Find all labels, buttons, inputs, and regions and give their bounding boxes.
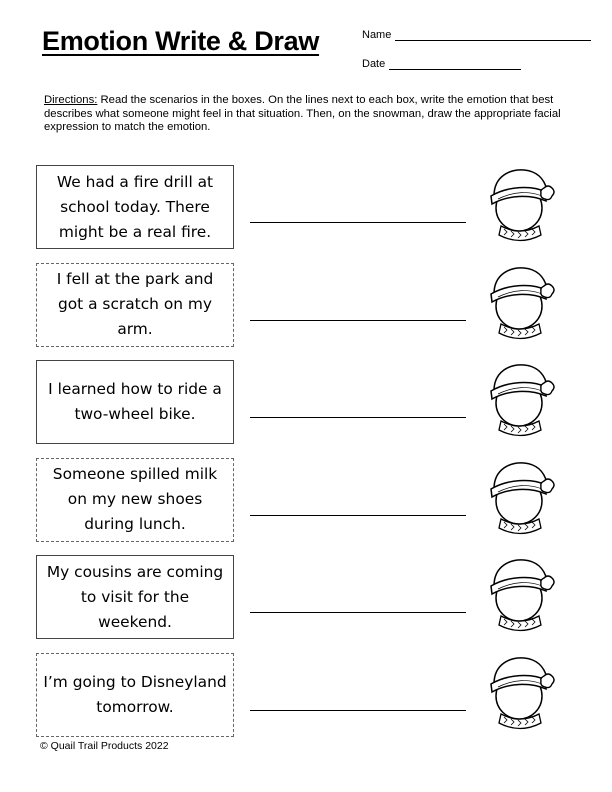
scenario-text: I’m going to Disneyland tomorrow. — [43, 672, 227, 716]
scenario-text: I learned how to ride a two-wheel bike. — [48, 380, 222, 423]
scenario-box — [36, 360, 234, 444]
emotion-answer-line[interactable] — [250, 515, 466, 516]
scenario-box — [36, 653, 234, 737]
date-field[interactable] — [362, 57, 521, 70]
snowman-icon[interactable] — [484, 654, 556, 732]
date-blank-line[interactable] — [389, 57, 521, 70]
scenario-box — [36, 263, 234, 347]
emotion-answer-line[interactable] — [250, 710, 466, 711]
name-field[interactable] — [362, 28, 591, 41]
date-label: Date — [362, 58, 386, 70]
scenario-box — [36, 555, 234, 639]
snowman-icon[interactable] — [484, 459, 556, 537]
scenario-text: We had a fire drill at school today. There might be a real fire. — [56, 172, 214, 241]
directions-label: Directions: — [44, 94, 98, 106]
scenario-box — [36, 458, 234, 542]
emotion-answer-line[interactable] — [250, 612, 466, 613]
scenario-text: My cousins are coming to visit for the weekend. — [46, 562, 224, 631]
emotion-answer-line[interactable] — [250, 320, 466, 321]
emotion-answer-line[interactable] — [250, 417, 466, 418]
snowman-icon[interactable] — [484, 166, 556, 244]
snowman-icon[interactable] — [484, 264, 556, 342]
snowman-icon[interactable] — [484, 361, 556, 439]
name-label: Name — [362, 29, 392, 41]
name-blank-line[interactable] — [395, 28, 591, 41]
directions-text: Read the scenarios in the boxes. On the lines next to each box, write the emotion that best describes what someone might feel in that situation. Then, on the snowman, draw the appropriate facial expression to match the emotion. — [44, 94, 561, 134]
scenario-box — [36, 165, 234, 249]
worksheet-title: Emotion Write & Draw — [42, 26, 320, 56]
directions — [44, 94, 574, 135]
emotion-answer-line[interactable] — [250, 222, 466, 223]
scenario-text: Someone spilled milk on my new shoes during lunch. — [52, 465, 218, 533]
snowman-icon[interactable] — [484, 556, 556, 634]
copyright: © Quail Trail Products 2022 — [40, 740, 169, 752]
scenario-text: I fell at the park and got a scratch on my arm. — [56, 270, 214, 338]
